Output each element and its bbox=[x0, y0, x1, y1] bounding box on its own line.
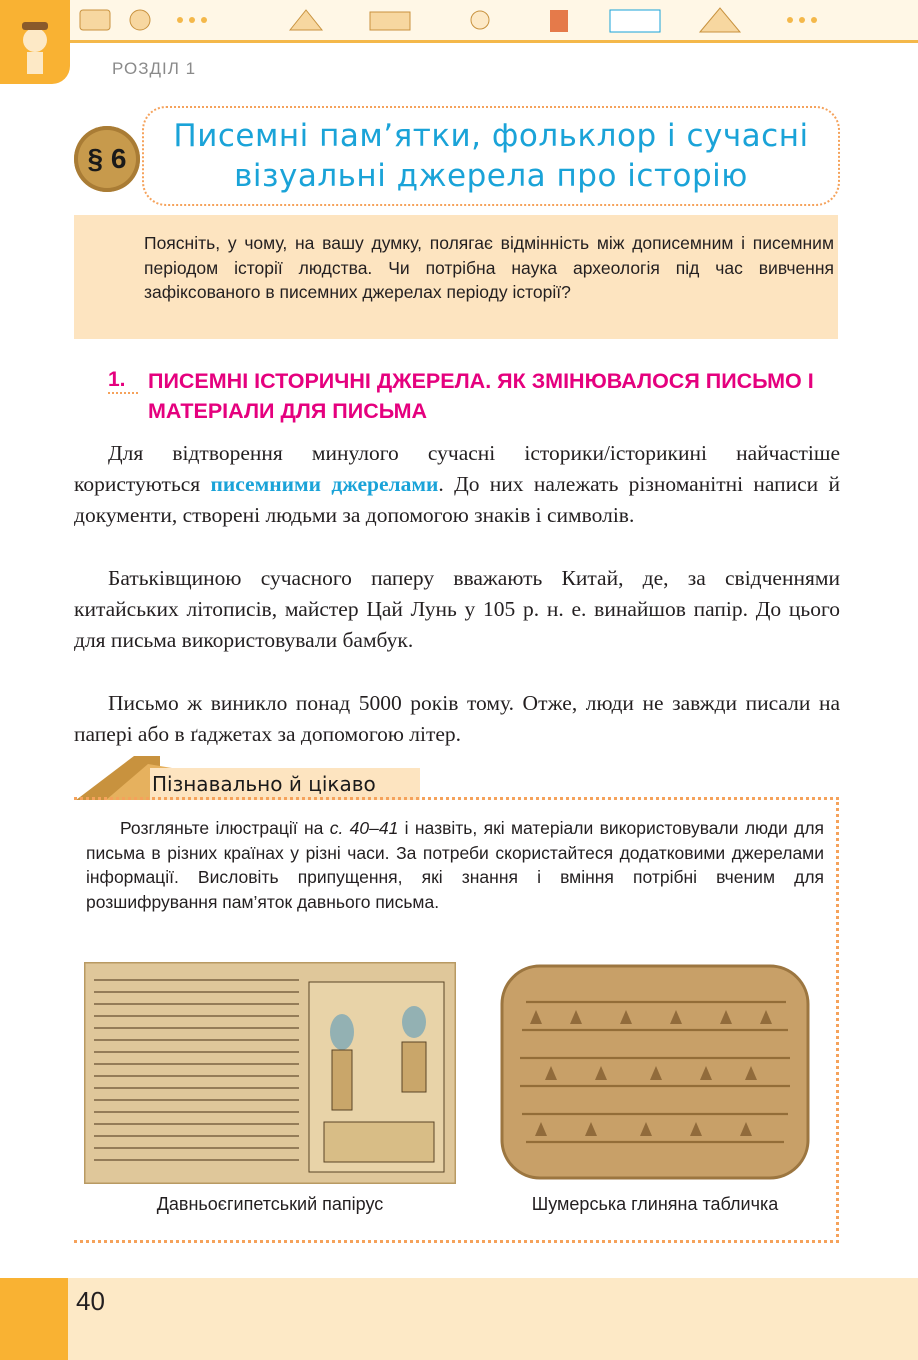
section-heading: ПИСЕМНІ ІСТОРИЧНІ ДЖЕРЕЛА. ЯК ЗМІНЮВАЛОСЯ ПИСЬМО І МАТЕРІАЛИ ДЛЯ ПИСЬМА bbox=[148, 369, 814, 423]
page-number: 40 bbox=[76, 1286, 105, 1316]
explorer-icon bbox=[0, 0, 70, 84]
sumerian-clay-tablet-image bbox=[496, 962, 814, 1184]
top-decorative-band bbox=[0, 0, 918, 43]
question-text: Поясніть, у чому, на вашу думку, полягає відмінність між дописемним і писемним періодом історії людства. Чи потрібна наука археологія під час вивчення зафіксованого в писемних джерелах періоду історії? bbox=[144, 233, 834, 302]
fact-box-text bbox=[86, 816, 824, 914]
keyword-written-sources: писемними джерелами bbox=[210, 472, 439, 496]
footer-strip bbox=[0, 1278, 918, 1360]
title-line-1: Писемні пам’ятки, фольклор і сучасні bbox=[173, 118, 809, 154]
fact-text-part: і назвіть, які матеріали використовували люди для письма в різних країнах у різні часи. За потреби скористайтеся додатковими джерелами інформації. Висловіть припущення, які знання і вміння потрібні вченим для розшифрування пам’яток давнього письма. bbox=[86, 818, 825, 912]
paragraph-badge: § 6 bbox=[74, 126, 140, 192]
title-line-2: візуальні джерела про історію bbox=[234, 158, 748, 194]
paragraph-text: Для відтворення минулого сучасні історики/історикині найчастіше користуються bbox=[74, 441, 840, 496]
fact-text-part: Розгляньте ілюстрації на bbox=[120, 818, 330, 838]
body-paragraph-1 bbox=[74, 438, 840, 531]
caption-clay-tablet: Шумерська глиняна табличка bbox=[531, 1194, 779, 1214]
ornament-icons bbox=[70, 4, 850, 36]
body-paragraph-2: Батьківщиною сучасного паперу вважають Китай, де, за свідченнями китайських літописів, майстер Цай Лунь у 105 р. н. е. винайшов папір. До цього для письма використовували бамбук. bbox=[74, 566, 840, 652]
egyptian-papyrus-image bbox=[84, 962, 456, 1184]
footer-tab bbox=[0, 1278, 68, 1360]
page-reference: с. 40–41 bbox=[329, 818, 399, 838]
body-paragraph-3: Письмо ж виникло понад 5000 років тому. Отже, люди не завжди писали на папері або в ґаджетах за допомогою літер. bbox=[74, 691, 840, 746]
explorer-badge bbox=[0, 0, 70, 84]
paragraph-text: . До них належать різноманітні написи й документи, створені людьми за допомогою знаків і символів. bbox=[74, 472, 840, 527]
caption-papyrus: Давньоєгипетський папірус bbox=[156, 1194, 384, 1214]
section-label: РОЗДІЛ 1 bbox=[112, 59, 197, 78]
fact-box-label: Пізнавально й цікаво bbox=[152, 772, 376, 796]
title-box bbox=[142, 106, 840, 206]
section-number: 1. bbox=[108, 368, 138, 394]
